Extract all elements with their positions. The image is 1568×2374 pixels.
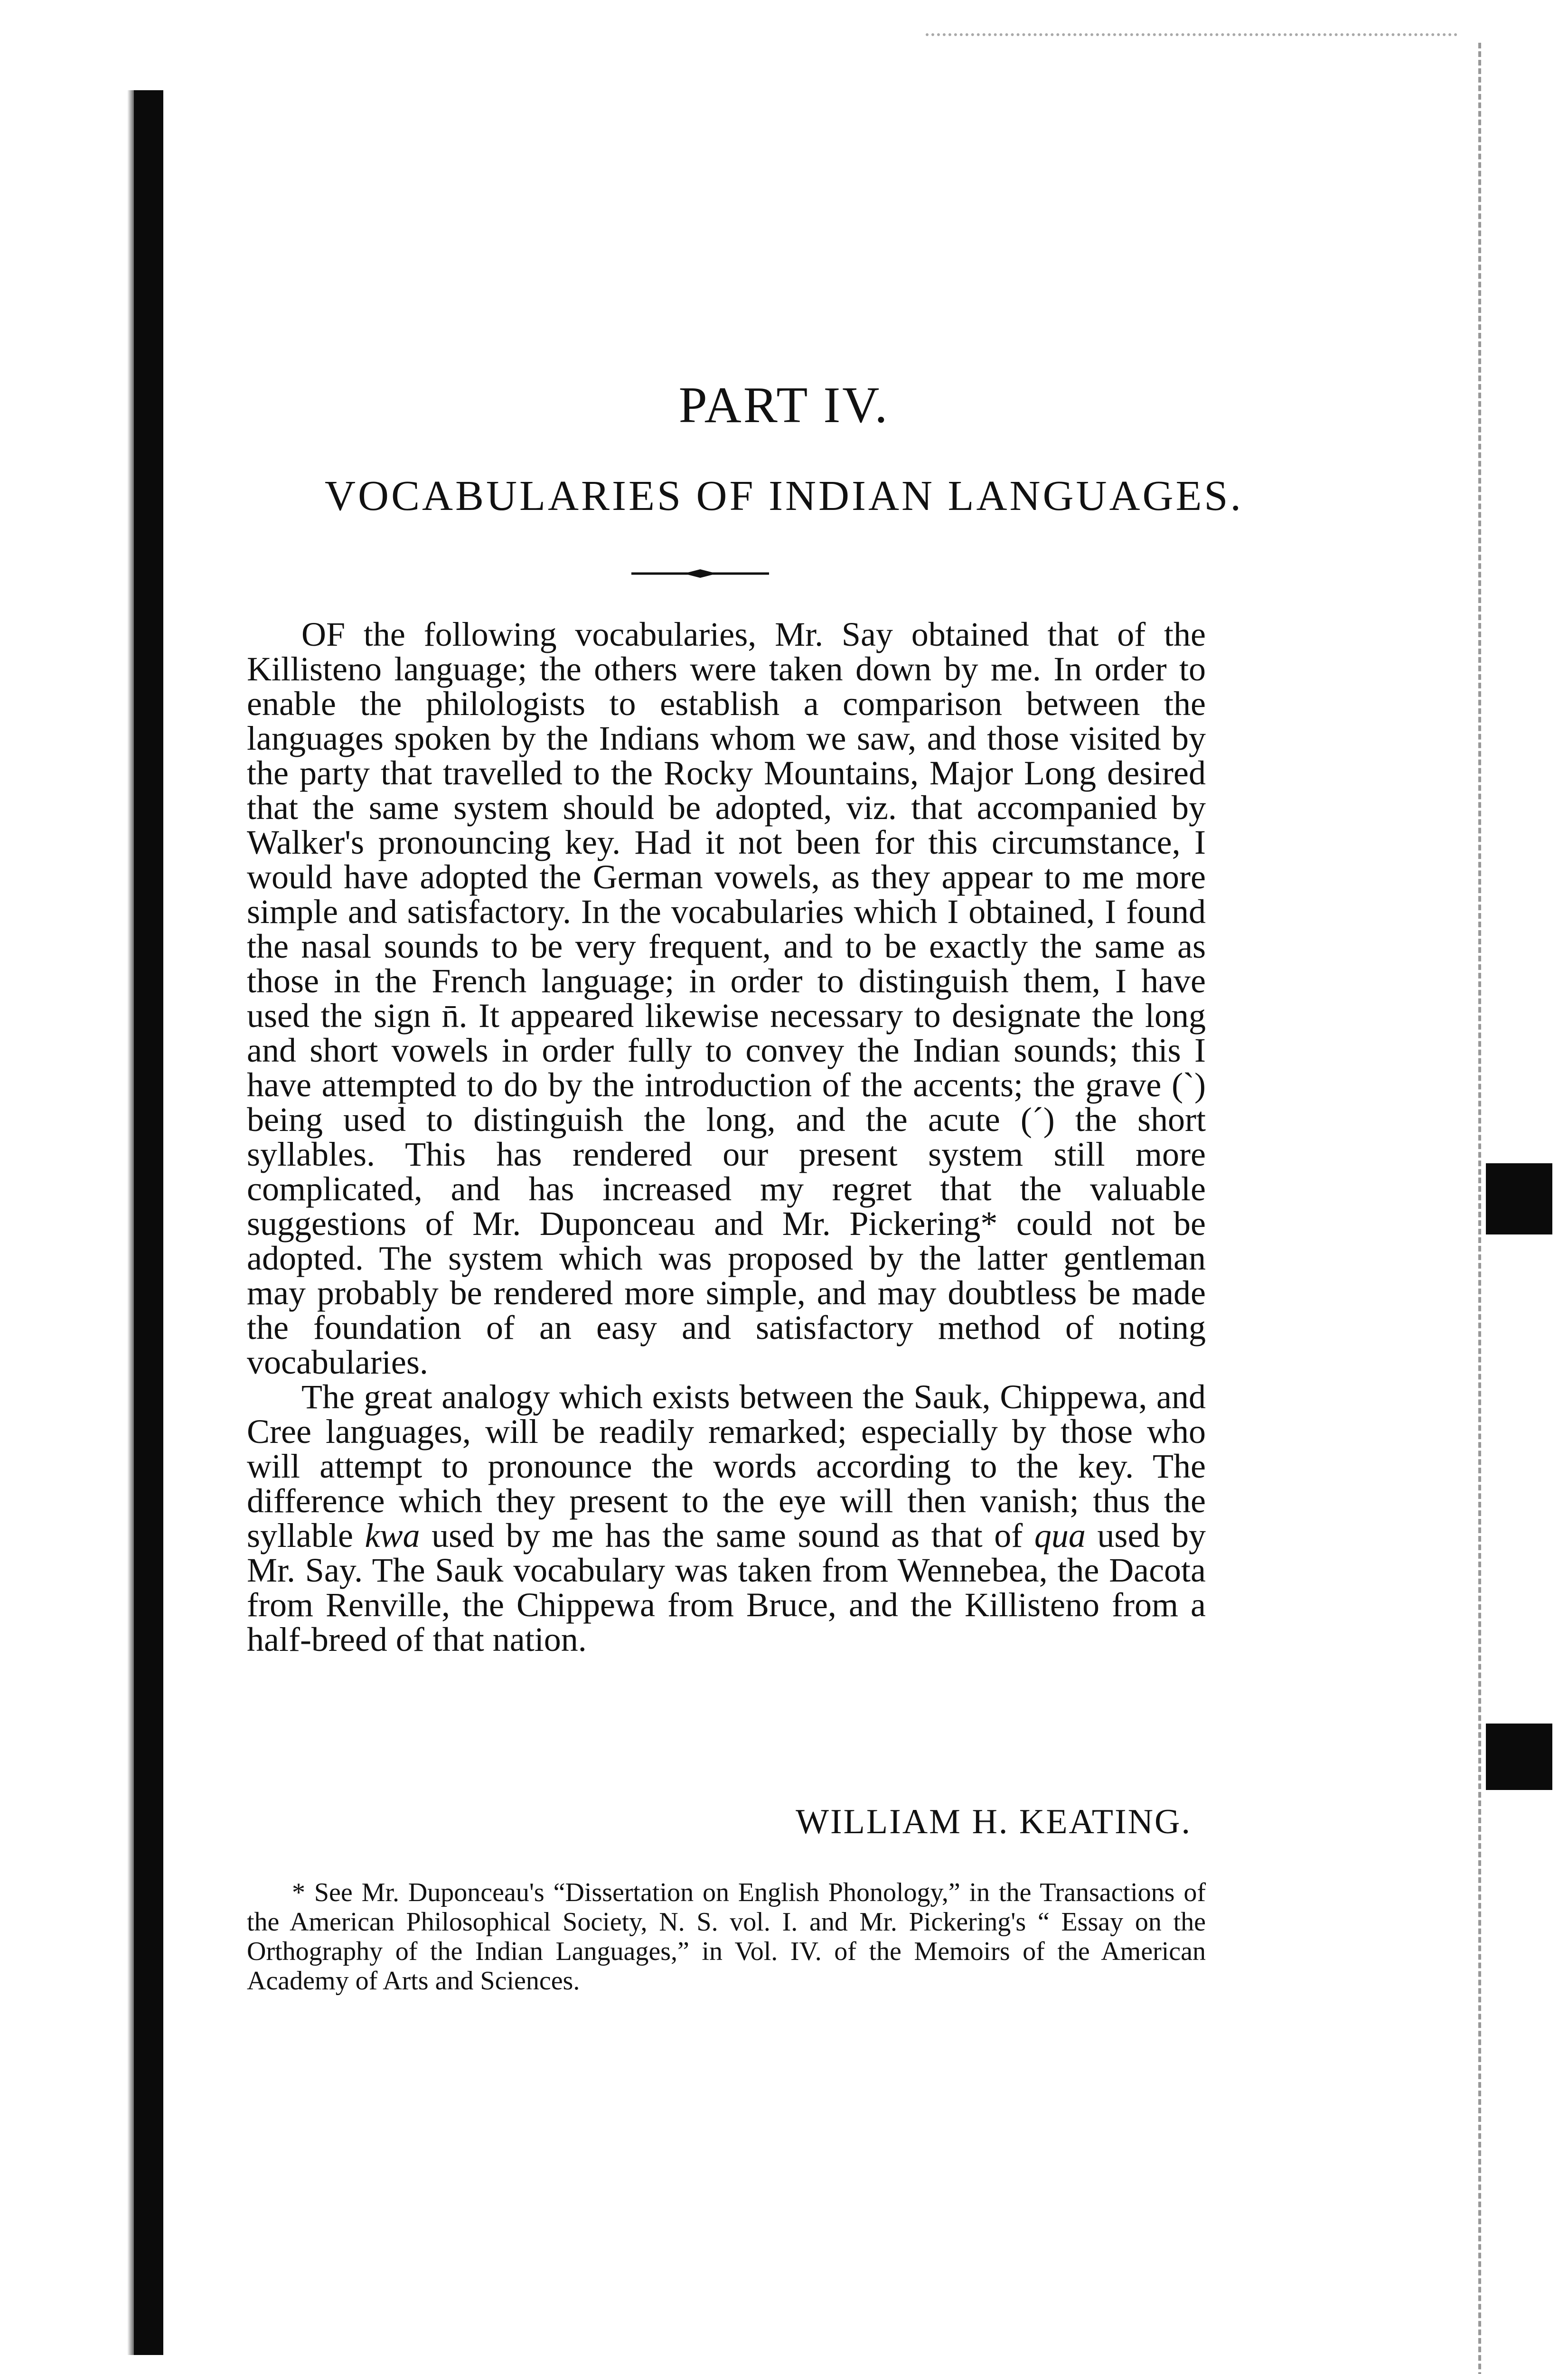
paragraph-text: used by me has the same sound as that of: [420, 1517, 1034, 1554]
part-title: PART IV.: [678, 377, 890, 433]
paragraph: [247, 1380, 1206, 1657]
author-signature: WILLIAM H. KEATING.: [796, 1802, 1192, 1841]
ornament-divider-icon: [631, 567, 769, 580]
footnote-text: * See Mr. Duponceau's “Dissertation on English Phonology,” in the Transactions of the American Philosophical Society, N. S. vol. I. and Mr. Pickering's “ Essay on the Orthography of the Indian Languages,” in Vol. IV. of the Memoirs of the American Academy of Arts and Sciences.: [247, 1878, 1206, 1996]
paragraph-text: used by Mr. Say. The Sauk vocabulary was taken from Wennebea, the Dacota from Renville, the Chippewa from Bruce, and the Killisteno from a half-breed of that nation.: [247, 1517, 1206, 1658]
part-subtitle: VOCABULARIES OF INDIAN LANGUAGES.: [325, 472, 1243, 519]
footnote: [247, 1878, 1206, 1996]
scan-top-edge: [926, 33, 1457, 39]
body-text: [247, 617, 1206, 1657]
paragraph-text: The great analogy which exists between the Sauk, Chippewa, and Cree languages, will be readily remarked; especially by those who will attempt to pronounce the words according to the key. The difference which they present to the eye will then vanish; thus the syllable: [247, 1378, 1206, 1554]
scan-edge-mark: [1486, 1724, 1552, 1790]
italic-term: kwa: [365, 1517, 420, 1554]
paragraph: OF the following vocabularies, Mr. Say obtained that of the Killisteno language; the others were taken down by me. In order to enable the philologists to establish a comparison between the languages spoken by the Indians whom we saw, and those visited by the party that travelled to the Rocky Mountains, Major Long desired that the same system should be adopted, viz. that accompanied by Walker's pronouncing key. Had it not been for this circumstance, I would have adopted the German vowels, as they appear to me more simple and satisfactory. In the vocabularies which I obtained, I found the nasal sounds to be very frequent, and to be exactly the same as those in the French language; in order to distinguish them, I have used the sign n̄. It appeared likewise necessary to designate the long and short vowels in order fully to convey the Indian sounds; this I have attempted to do by the introduction of the accents; the grave (`) being used to distinguish the long, and the acute (´) the short syllables. This has rendered our present system still more complicated, and has increased my regret that the valuable suggestions of Mr. Duponceau and Mr. Pickering* could not be adopted. The system which was proposed by the latter gentleman may probably be rendered more simple, and may doubtless be made the foundation of an easy and satisfactory method of noting vocabularies.: [247, 615, 1206, 1381]
italic-term: qua: [1034, 1517, 1086, 1554]
scan-edge-mark: [1486, 1163, 1552, 1234]
